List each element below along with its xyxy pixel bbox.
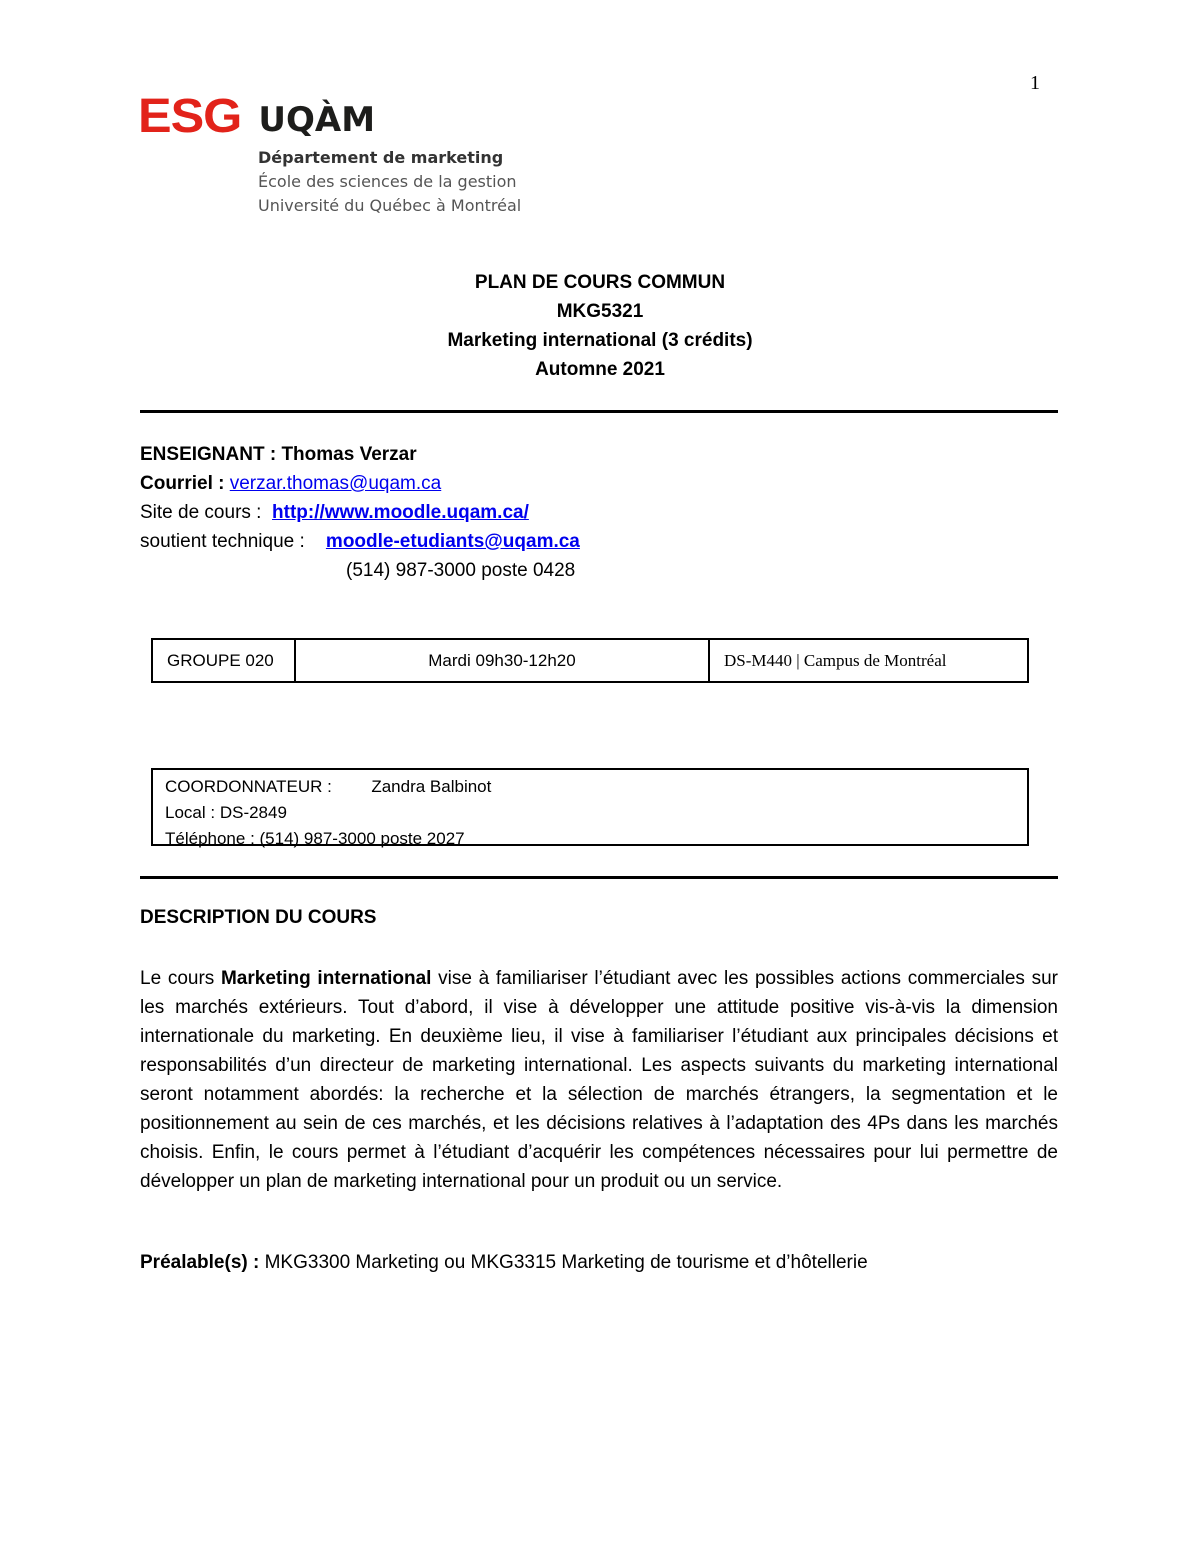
- coordinator-box: [151, 768, 1029, 846]
- teacher-name: Thomas Verzar: [281, 444, 417, 465]
- logo-school: École des sciences de la gestion: [258, 172, 517, 191]
- coordinator-label: COORDONNATEUR :: [165, 777, 332, 796]
- group-schedule: Mardi 09h30-12h20: [295, 639, 709, 682]
- header-title: PLAN DE COURS COMMUN: [474, 272, 726, 293]
- course-site-link[interactable]: http://www.moodle.uqam.ca/: [272, 502, 529, 523]
- teacher-label: ENSEIGNANT :: [140, 444, 282, 465]
- group-table: [151, 638, 1029, 683]
- description-intro: Le cours: [140, 968, 221, 989]
- teacher-email-link[interactable]: verzar.thomas@uqam.ca: [229, 473, 442, 494]
- esg-uqam-logo: [138, 92, 521, 218]
- description-paragraph: [140, 964, 1058, 1196]
- logo-esg: ESG: [138, 90, 242, 143]
- teacher-info: [140, 440, 580, 585]
- phone-label: Téléphone :: [165, 829, 260, 848]
- prerequisite: [140, 1252, 868, 1274]
- support-email-link[interactable]: moodle-etudiants@uqam.ca: [325, 531, 580, 552]
- course-title: Marketing international (3 crédits): [447, 330, 753, 351]
- section-divider: [140, 876, 1058, 879]
- logo-department: Département de marketing: [258, 148, 504, 167]
- group-number: GROUPE 020: [152, 639, 295, 682]
- site-label: Site de cours :: [140, 502, 267, 523]
- course-code: MKG5321: [556, 301, 644, 322]
- support-phone: (514) 987-3000 poste 0428: [346, 560, 576, 581]
- local-label: Local :: [165, 803, 216, 822]
- description-course-name: Marketing international: [220, 968, 432, 989]
- group-row: [152, 639, 1028, 682]
- prerequisite-label: Préalable(s) :: [140, 1252, 265, 1273]
- header-divider: [140, 410, 1058, 413]
- document-header: [0, 268, 1200, 384]
- prerequisite-text: MKG3300 Marketing ou MKG3315 Marketing de tourisme et d’hôtellerie: [264, 1252, 868, 1273]
- description-title: DESCRIPTION DU COURS: [140, 907, 377, 928]
- coordinator-name: Zandra Balbinot: [371, 777, 492, 796]
- email-label: Courriel :: [140, 473, 230, 494]
- group-room: DS-M440 | Campus de Montréal: [709, 639, 1028, 682]
- course-term: Automne 2021: [535, 359, 665, 380]
- logo-university: Université du Québec à Montréal: [258, 196, 522, 215]
- support-label: soutient technique :: [140, 531, 311, 552]
- description-body: vise à familiariser l’étudiant avec les possibles actions commerciales sur les marchés extérieurs. Tout d’abord, il vise à développer une attitude positive vis-à-vis la dimension internationale du marketing. En deuxième lieu, il vise à familiariser l’étudiant aux principales décisions et responsabilités d’un directeur de marketing international. Les aspects suivants du marketing international seront notamment abordés: la recherche et la sélection de marchés étrangers, la segmentation et le positionnement au sein de ces marchés, et les décisions relatives à l’adaptation des 4Ps dans les marchés choisis. Enfin, le cours permet à l’étudiant d’acquérir les compétences nécessaires pour lui permettre de développer un plan de marketing international pour un produit ou un service.: [140, 968, 1059, 1192]
- coordinator-phone: (514) 987-3000 poste 2027: [259, 829, 465, 848]
- coordinator-local: DS-2849: [219, 803, 287, 822]
- page-number: 1: [1030, 72, 1040, 94]
- logo-uqam: UQÀM: [258, 100, 376, 140]
